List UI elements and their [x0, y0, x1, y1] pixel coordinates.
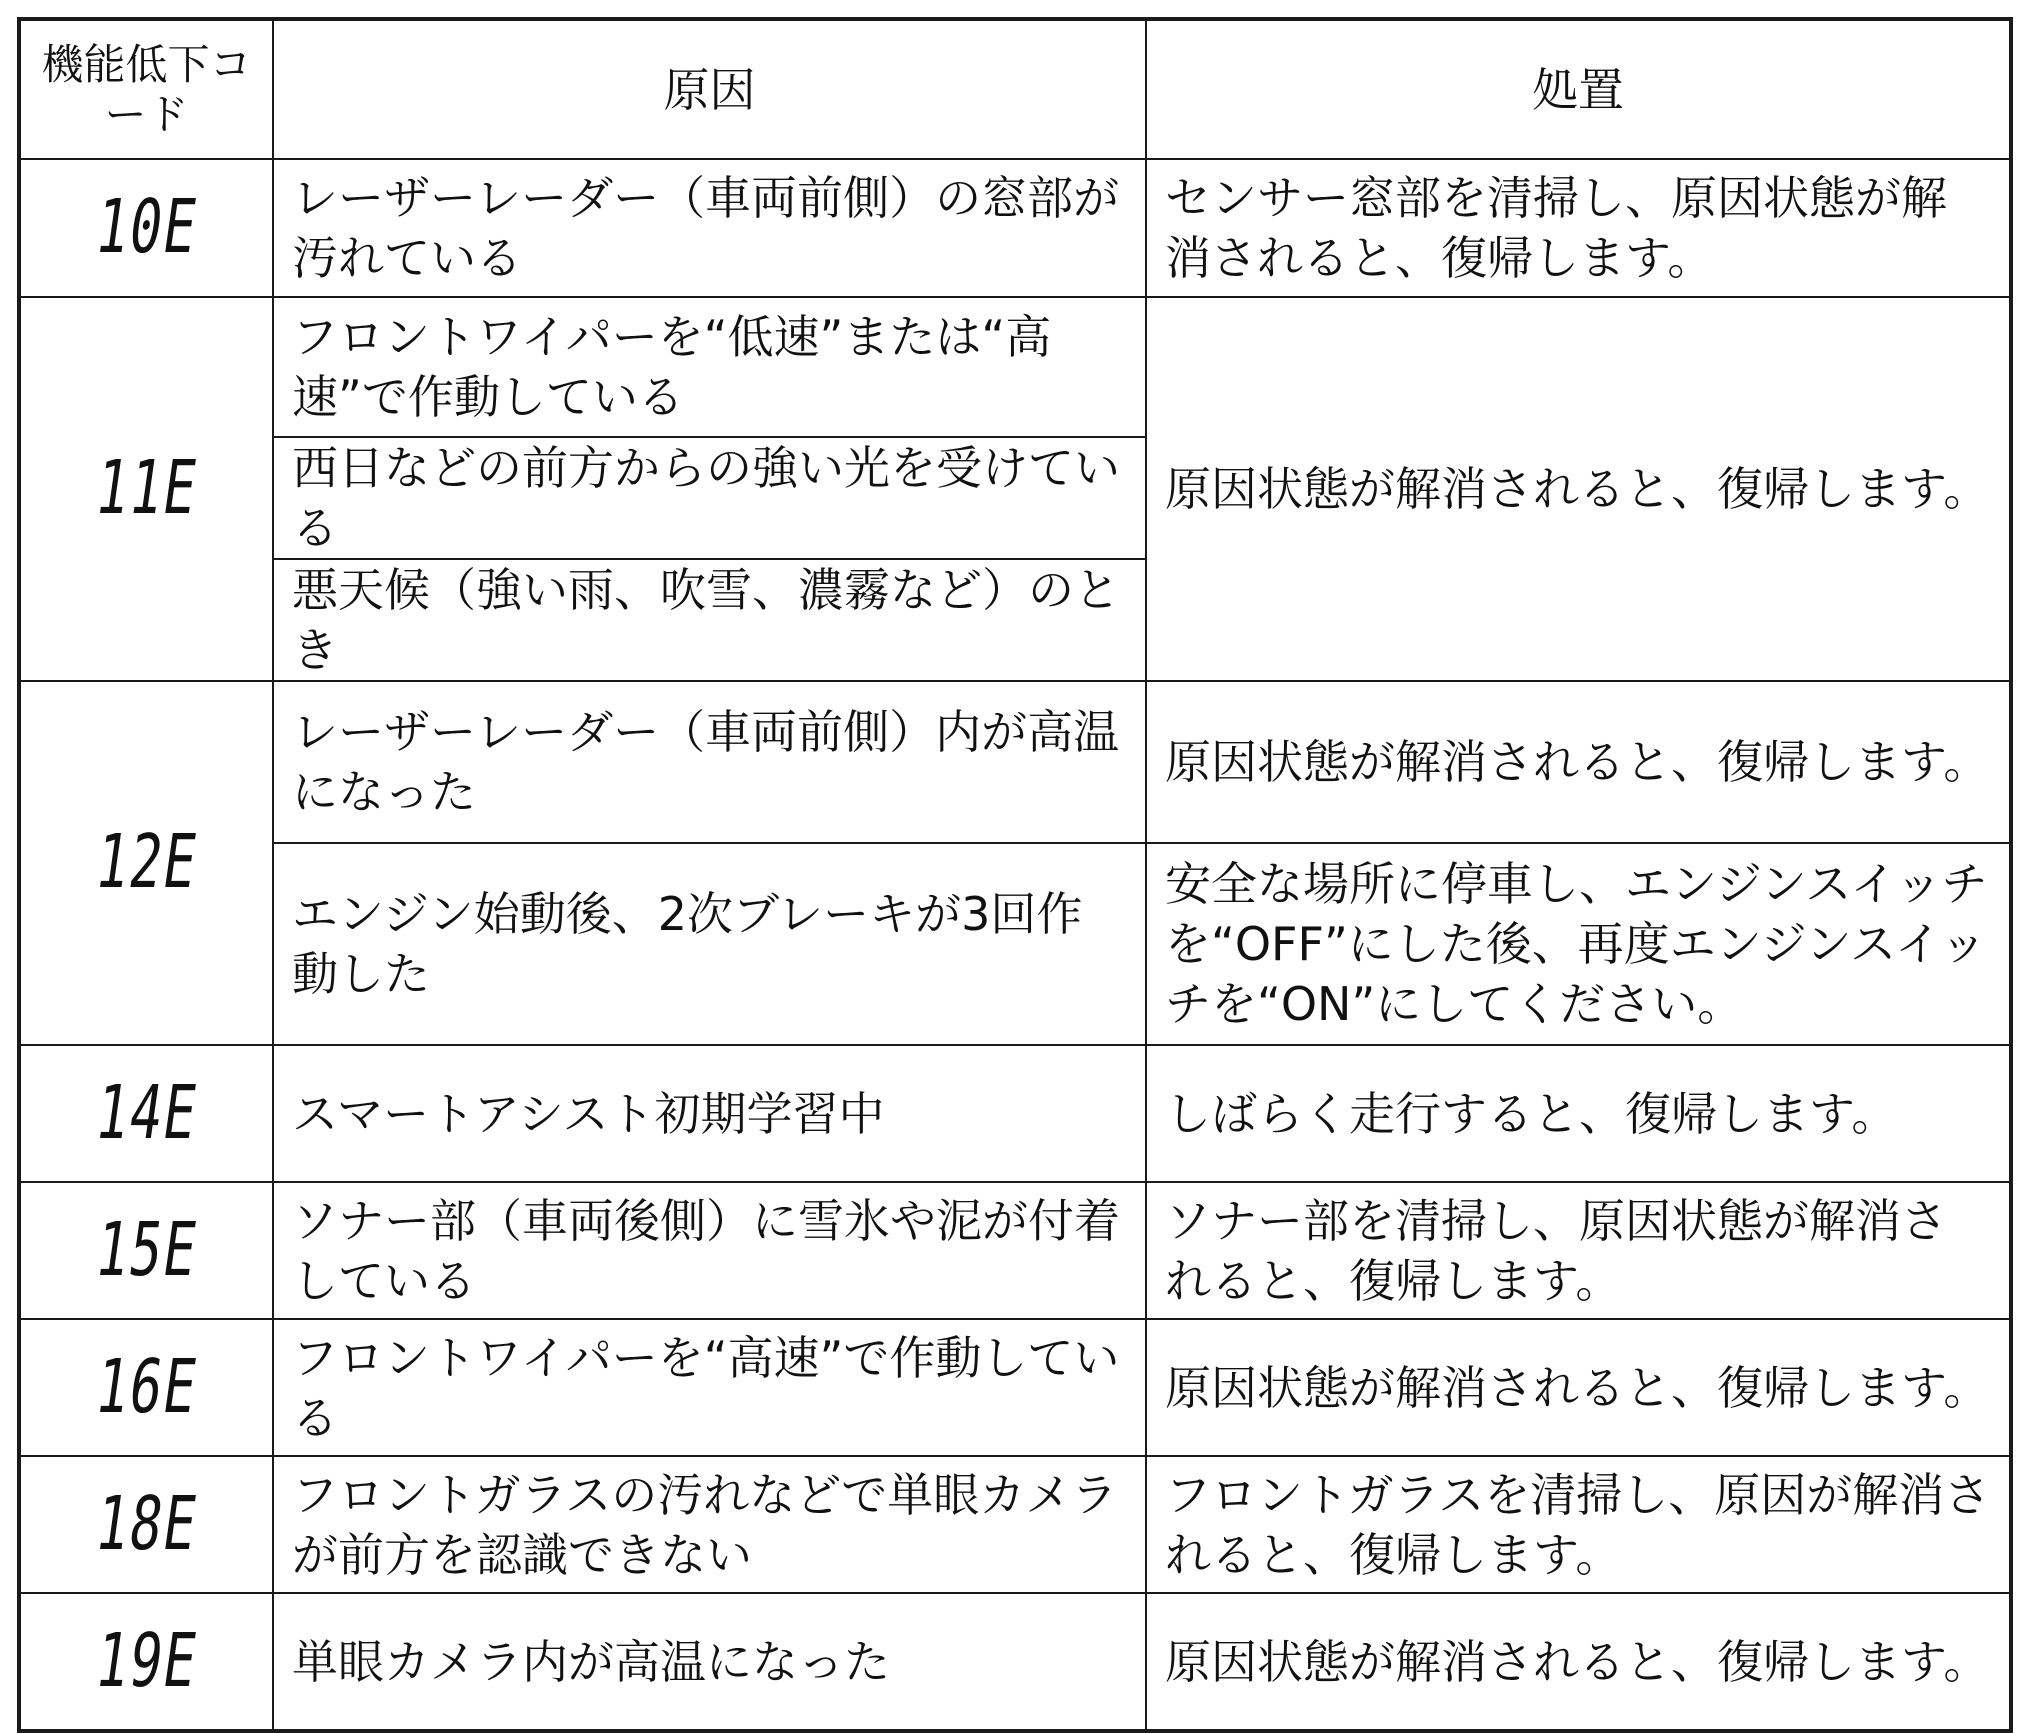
table-row — [19, 1045, 2011, 1182]
action-cell — [1146, 1045, 2011, 1182]
header-cause: 原因 — [273, 19, 1146, 159]
row-code-cell — [19, 1045, 273, 1182]
malfunction-code-table-container — [17, 17, 2009, 1704]
code-value: 12E — [90, 819, 203, 905]
code-value: 16E — [90, 1343, 203, 1430]
cause-cell — [273, 1045, 1146, 1182]
table-row — [19, 681, 2011, 843]
code-value: 18E — [90, 1480, 203, 1567]
cause-text: フロントワイパーを“低速”または“高速”で作動している — [292, 310, 1052, 424]
table-row — [19, 843, 2011, 1045]
cause-text: 悪天候（強い雨、吹雪、濃霧など）のとき — [292, 563, 1120, 677]
table-row — [19, 297, 2011, 437]
code-value: 19E — [90, 1617, 203, 1704]
row-code-cell — [19, 1456, 273, 1593]
table-row — [19, 1456, 2011, 1593]
cause-cell — [273, 159, 1146, 297]
code-value: 15E — [90, 1206, 203, 1293]
action-cell — [1146, 681, 2011, 843]
cause-cell — [273, 297, 1146, 437]
action-text: 原因状態が解消されると、復帰します。 — [1165, 462, 1990, 516]
cause-cell — [273, 1319, 1146, 1456]
action-text: 原因状態が解消されると、復帰します。 — [1165, 735, 1990, 789]
table-row — [19, 1593, 2011, 1731]
cause-cell — [273, 681, 1146, 843]
code-value: 10E — [90, 184, 203, 270]
cause-text: レーザーレーダー（車両前側）の窓部が汚れている — [292, 171, 1120, 285]
row-code-cell — [19, 297, 273, 681]
cause-text: 西日などの前方からの強い光を受けている — [292, 441, 1120, 555]
action-cell — [1146, 1319, 2011, 1456]
cause-cell — [273, 437, 1146, 559]
cause-text: エンジン始動後、2次ブレーキが3回作動した — [292, 887, 1083, 1001]
cause-cell — [273, 1593, 1146, 1731]
cause-text: ソナー部（車両後側）に雪氷や泥が付着している — [292, 1193, 1120, 1308]
action-cell — [1146, 297, 2011, 681]
table-row — [19, 159, 2011, 297]
malfunction-code-table — [17, 17, 2013, 1733]
action-text: フロントガラスを清掃し、原因が解消されると、復帰します。 — [1165, 1467, 1991, 1582]
row-code-cell — [19, 159, 273, 297]
action-cell — [1146, 1182, 2011, 1319]
action-text: 原因状態が解消されると、復帰します。 — [1165, 1360, 1990, 1415]
cause-cell — [273, 1182, 1146, 1319]
cause-cell — [273, 1456, 1146, 1593]
row-code-cell — [19, 1182, 273, 1319]
table-row — [19, 1319, 2011, 1456]
action-cell — [1146, 1593, 2011, 1731]
cause-text: フロントワイパーを“高速”で作動している — [292, 1330, 1120, 1445]
code-value: 11E — [90, 445, 203, 531]
action-text: ソナー部を清掃し、原因状態が解消されると、復帰します。 — [1165, 1193, 1947, 1308]
header-row — [19, 19, 2011, 159]
row-code-cell — [19, 681, 273, 1045]
action-text: 原因状態が解消されると、復帰します。 — [1165, 1634, 1990, 1689]
row-code-cell — [19, 1319, 273, 1456]
header-code: 機能低下コード — [19, 19, 273, 159]
table-row — [19, 1182, 2011, 1319]
cause-text: スマートアシスト初期学習中 — [292, 1086, 885, 1141]
code-value: 14E — [90, 1069, 203, 1156]
row-code-cell — [19, 1593, 273, 1731]
action-cell — [1146, 843, 2011, 1045]
cause-cell — [273, 559, 1146, 681]
action-text: 安全な場所に停車し、エンジンスイッチを“OFF”にした後、再度エンジンスイッチを“ON”にしてください。 — [1165, 857, 1988, 1031]
action-text: センサー窓部を清掃し、原因状態が解消されると、復帰します。 — [1165, 171, 1947, 285]
cause-text: レーザーレーダー（車両前側）内が高温になった — [292, 705, 1120, 819]
cause-text: 単眼カメラ内が高温になった — [292, 1634, 890, 1689]
header-action: 処置 — [1146, 19, 2011, 159]
action-text: しばらく走行すると、復帰します。 — [1165, 1086, 1898, 1141]
action-cell — [1146, 1456, 2011, 1593]
action-cell — [1146, 159, 2011, 297]
cause-cell — [273, 843, 1146, 1045]
cause-text: フロントガラスの汚れなどで単眼カメラが前方を認識できない — [292, 1467, 1118, 1582]
